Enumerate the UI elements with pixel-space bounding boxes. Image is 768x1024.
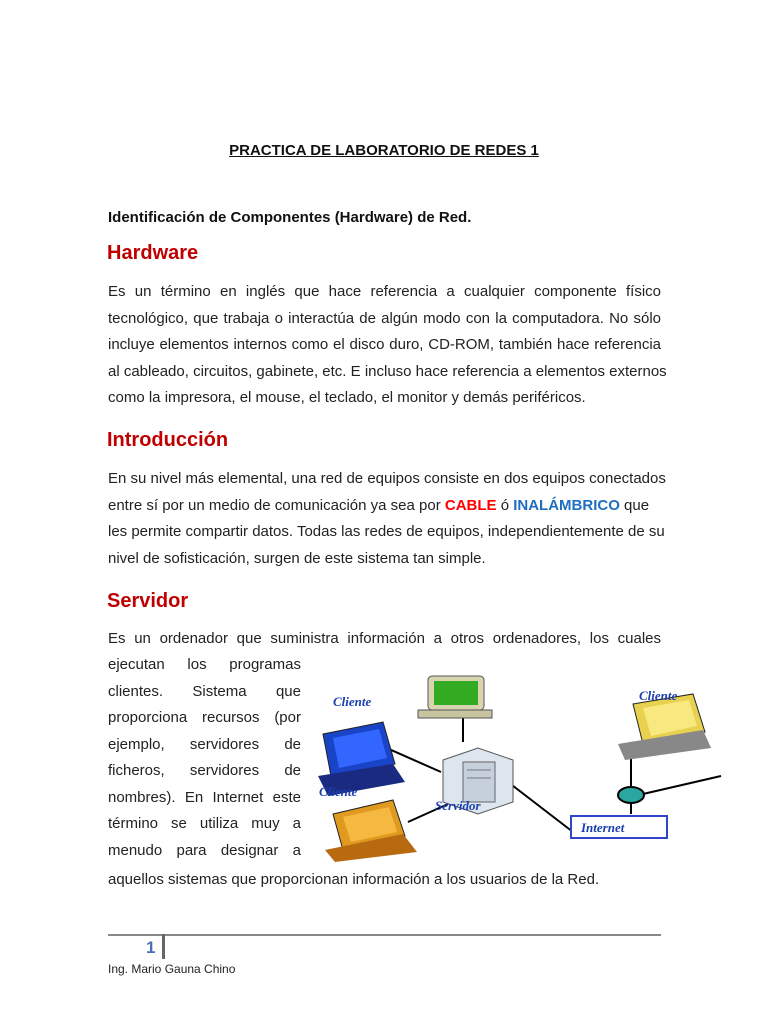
introduccion-line-2-conj: ó xyxy=(496,496,514,514)
hardware-paragraph xyxy=(108,279,667,412)
heading-servidor: Servidor xyxy=(107,590,189,612)
servidor-word: designar xyxy=(220,841,279,859)
document-subtitle: Identificación de Componentes (Hardware) de Red. xyxy=(108,209,472,226)
servidor-line-1: Es un ordenador que suministra información a otros ordenadores, los cuales xyxy=(108,630,661,647)
introduccion-line-2-end: que xyxy=(619,496,650,514)
label-internet: Internet xyxy=(581,820,625,835)
cable-hub-right xyxy=(643,776,721,794)
page-number: 1 xyxy=(146,938,156,957)
label-cliente-mid-left: Cliente xyxy=(319,784,358,799)
servidor-wrapped-line xyxy=(108,838,301,865)
servidor-word: utiliza xyxy=(199,815,239,832)
label-servidor: Servidor xyxy=(435,798,481,813)
servidor-word: a xyxy=(292,841,301,859)
servidor-word: proporciona xyxy=(108,709,188,726)
hardware-line-2: tecnológico, que trabaja o interactúa de algún modo con la computadora. No sólo xyxy=(108,309,661,327)
servidor-last-line: aquellos sistemas que proporcionan información a los usuarios de la Red. xyxy=(108,871,600,888)
servidor-word: menudo xyxy=(108,841,163,859)
client-computer-top xyxy=(418,676,492,718)
servidor-wrapped-line xyxy=(108,652,301,679)
servidor-last-line-block xyxy=(108,867,661,894)
servidor-word: término xyxy=(108,815,159,832)
servidor-word: este xyxy=(272,788,301,806)
footer-rule xyxy=(108,934,661,936)
keyword-inalambrico: INALÁMBRICO xyxy=(513,496,620,514)
introduccion-paragraph xyxy=(108,466,666,572)
label-cliente-top-left: Cliente xyxy=(333,694,372,709)
keyword-cable: CABLE xyxy=(444,496,497,514)
servidor-word: servidores xyxy=(189,762,260,779)
hub-node xyxy=(618,787,644,803)
servidor-word: se xyxy=(171,815,187,832)
introduccion-line-1: En su nivel más elemental, una red de equipos consiste en dos equipos conectados xyxy=(108,470,666,487)
servidor-word: Internet xyxy=(212,788,264,806)
servidor-wrapped-line xyxy=(108,785,301,812)
client-computer-right xyxy=(618,694,711,760)
client-computer-bottom xyxy=(325,800,417,862)
servidor-wrapped-line xyxy=(108,705,301,732)
servidor-word: muy xyxy=(251,815,280,832)
servidor-word: que xyxy=(275,682,301,700)
footer-page-mark xyxy=(162,934,165,959)
servidor-wrapped-line xyxy=(108,758,301,785)
servidor-word: ejemplo, xyxy=(108,735,165,753)
servidor-word: a xyxy=(292,815,301,832)
introduccion-line-3: les permite compartir datos. Todas las redes de equipos, independientemente de su xyxy=(108,523,665,540)
introduccion-line-2 xyxy=(108,493,661,520)
hardware-line-4: al cableado, circuitos, gabinete, etc. E incluso hace referencia a elementos externos xyxy=(108,362,667,380)
heading-introduccion: Introducción xyxy=(107,429,229,451)
servidor-wrapped-line xyxy=(108,732,301,759)
servidor-word: programas xyxy=(229,656,301,673)
label-cliente-top-right: Cliente xyxy=(639,688,678,703)
cable-server-internet xyxy=(508,782,573,832)
servidor-word: para xyxy=(176,841,207,859)
document-title: PRACTICA DE LABORATORIO DE REDES 1 xyxy=(229,142,539,159)
servidor-word: Sistema xyxy=(192,682,247,700)
servidor-word: ejecutan xyxy=(108,656,165,673)
hardware-line-5: como la impresora, el mouse, el teclado, el monitor y demás periféricos. xyxy=(108,389,586,406)
servidor-word: de xyxy=(284,762,301,779)
introduccion-line-4: nivel de sofisticación, surgen de este sistema tan simple. xyxy=(108,549,486,567)
servidor-wrapped-line xyxy=(108,811,301,838)
servidor-word: nombres). xyxy=(108,788,176,806)
hardware-line-1: Es un término en inglés que hace referencia a cualquier componente físico xyxy=(108,283,661,300)
servidor-word: recursos xyxy=(202,709,260,726)
hardware-line-3: incluye elementos internos como el disco duro, CD-ROM, también hace referencia xyxy=(108,336,661,353)
heading-hardware: Hardware xyxy=(107,242,199,264)
servidor-wrapped-line xyxy=(108,679,301,706)
servidor-word: ficheros, xyxy=(108,762,165,779)
servidor-word: servidores xyxy=(189,735,260,753)
servidor-word: clientes. xyxy=(108,682,164,700)
footer-author: Ing. Mario Gauna Chino xyxy=(108,962,236,976)
network-diagram-image xyxy=(313,664,723,862)
servidor-word: los xyxy=(187,656,207,673)
servidor-word: de xyxy=(284,735,301,753)
servidor-line-1-block xyxy=(108,626,661,653)
introduccion-line-2-text: entre sí por un medio de comunicación ya sea por xyxy=(108,496,445,514)
servidor-word: (por xyxy=(274,709,301,726)
servidor-word: En xyxy=(184,788,204,806)
servidor-wrapped-text xyxy=(108,652,301,864)
